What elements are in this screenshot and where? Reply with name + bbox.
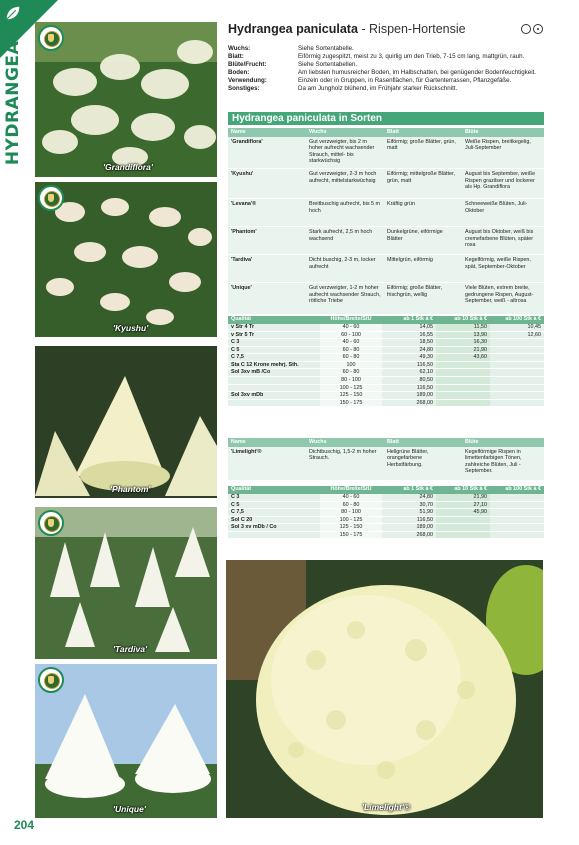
variety-name: 'Grandiflora' — [228, 137, 306, 169]
table-row — [228, 324, 544, 332]
variety-leaf: Eiförmig; große Blätter, grün, matt — [384, 137, 462, 169]
table-row — [228, 354, 544, 362]
variety-name: 'Tardiva' — [228, 254, 306, 282]
table-row — [228, 282, 544, 314]
photo-phantom — [35, 346, 217, 498]
variety-table-header — [228, 438, 544, 447]
info-value: Da am Jungholz blühend, im Frühjahr starker Rückschnitt. — [298, 85, 458, 92]
variety-bloom: Viele Blüten, extrem breite, gedrungene Rispen, August-September, weiß - altrosa — [462, 282, 544, 314]
info-value: Siehe Sortentabellen. — [298, 61, 358, 68]
variety-bloom: Kegelförmige Rispen in limettenfarbigen Tönen, zahlreiche Blüten, Juli - September. — [462, 447, 544, 481]
column-header: Höhe/Breite/StU — [320, 486, 382, 494]
price-100 — [490, 509, 544, 517]
price-100: 12,60 — [490, 331, 544, 339]
price-10 — [436, 377, 490, 385]
price-1: 62,10 — [382, 369, 436, 377]
size: 60 - 80 — [320, 346, 382, 354]
limelight-price-table — [228, 486, 544, 539]
quality-seal-icon — [38, 185, 64, 211]
quality: C 3 — [228, 494, 320, 502]
info-row — [228, 77, 546, 85]
quality — [228, 384, 320, 392]
price-table — [228, 316, 544, 407]
price-1: 268,00 — [382, 399, 436, 407]
table-row — [228, 361, 544, 369]
size: 100 - 125 — [320, 516, 382, 524]
quality-seal-icon — [38, 510, 64, 536]
price-10: 16,30 — [436, 339, 490, 347]
variety-table-header — [228, 128, 544, 137]
column-header: ab 10 Stk à € — [436, 486, 490, 494]
price-1: 30,70 — [382, 501, 436, 509]
quality — [228, 399, 320, 407]
price-100 — [490, 384, 544, 392]
caption-tardiva: 'Tardiva' — [113, 644, 147, 654]
price-1: 24,80 — [382, 494, 436, 502]
common-name: - Rispen-Hortensie — [357, 22, 466, 36]
caption-unique: 'Unique' — [113, 804, 146, 814]
table-row — [228, 331, 544, 339]
info-row — [228, 61, 546, 69]
variety-growth: Gut verzweigter, bis 2 m hoher aufrecht wachsender Strauch, mittel- bis starkwüchsig — [306, 137, 384, 169]
table-row — [228, 137, 544, 169]
photo-limelight — [226, 560, 543, 818]
sun-icon — [533, 24, 543, 34]
price-1: 18,50 — [382, 339, 436, 347]
price-10 — [436, 384, 490, 392]
price-100 — [490, 339, 544, 347]
quality: C 5 — [228, 346, 320, 354]
photo-unique — [35, 664, 217, 818]
table-row — [228, 509, 544, 517]
size: 150 - 175 — [320, 399, 382, 407]
price-10 — [436, 392, 490, 400]
table-row — [228, 531, 544, 539]
info-label: Verwendung: — [228, 77, 267, 84]
variety-bloom: Schneeweiße Blüten, Juli-Oktober — [462, 198, 544, 226]
price-10: 43,60 — [436, 354, 490, 362]
table-row — [228, 516, 544, 524]
quality: Sol 3xv mB /Co — [228, 369, 320, 377]
column-header: Qualität — [228, 486, 320, 494]
variety-growth: Breitbuschig aufrecht, bis 5 m hoch — [306, 198, 384, 226]
price-10 — [436, 361, 490, 369]
size: 60 - 80 — [320, 501, 382, 509]
price-1: 189,00 — [382, 392, 436, 400]
quality-seal-icon — [38, 667, 64, 693]
size: 125 - 150 — [320, 392, 382, 400]
table-row — [228, 399, 544, 407]
price-100 — [490, 501, 544, 509]
column-header: ab 100 Stk à € — [490, 316, 544, 324]
table-row — [228, 494, 544, 502]
size: 80 - 100 — [320, 509, 382, 517]
variety-growth: Gut verzweigter, 2-3 m hoch aufrecht, mittelstarkwüchsig — [306, 168, 384, 198]
price-10: 21,90 — [436, 494, 490, 502]
price-10: 45,90 — [436, 509, 490, 517]
photo-tardiva — [35, 507, 217, 659]
column-header: Qualität — [228, 316, 320, 324]
quality: v Str 5 Tr — [228, 331, 320, 339]
column-header: Höhe/Breite/StU — [320, 316, 382, 324]
info-label: Wuchs: — [228, 45, 251, 52]
price-1: 189,00 — [382, 524, 436, 532]
table-row — [228, 346, 544, 354]
size: 60 - 80 — [320, 354, 382, 362]
variety-name: 'Unique' — [228, 282, 306, 314]
variety-leaf: Dunkelgrüne, eiförmige Blätter — [384, 226, 462, 254]
size: 100 — [320, 361, 382, 369]
size: 60 - 80 — [320, 369, 382, 377]
photo-kyushu — [35, 182, 217, 337]
price-100 — [490, 369, 544, 377]
info-label: Boden: — [228, 69, 250, 76]
info-row — [228, 45, 546, 53]
quality: v Str 4 Tr — [228, 324, 320, 332]
price-100 — [490, 377, 544, 385]
size: 40 - 60 — [320, 324, 382, 332]
quality: Sol 3 xv mDb / Co — [228, 524, 320, 532]
info-value: Eiförmig zugespitzt, meist zu 3, quirlig um den Trieb, 7-15 cm lang, mattgrün, rauh. — [298, 53, 525, 60]
quality — [228, 377, 320, 385]
info-value: Am liebsten humusreicher Boden, im Halbschatten, bei genügender Bodenfeuchtigkeit. — [298, 69, 537, 76]
info-label: Blüte/Frucht: — [228, 61, 267, 68]
info-label: Blatt: — [228, 53, 244, 60]
column-header: Wuchs — [306, 438, 384, 447]
column-header: Blatt — [384, 128, 462, 137]
page-title — [228, 22, 466, 36]
caption-kyushu: 'Kyushu' — [113, 323, 149, 333]
location-symbols — [521, 24, 543, 34]
quality: C 3 — [228, 339, 320, 347]
section-heading: Hydrangea paniculata in Sorten — [228, 112, 544, 125]
variety-leaf: Mittelgrün, eiförmig — [384, 254, 462, 282]
info-label: Sonstiges: — [228, 85, 260, 92]
table-row — [228, 392, 544, 400]
price-table-header — [228, 486, 544, 494]
size: 125 - 150 — [320, 524, 382, 532]
price-10 — [436, 516, 490, 524]
price-100 — [490, 531, 544, 539]
price-100 — [490, 516, 544, 524]
table-row — [228, 168, 544, 198]
size: 40 - 60 — [320, 339, 382, 347]
table-row — [228, 377, 544, 385]
price-100 — [490, 392, 544, 400]
price-table-header — [228, 316, 544, 324]
variety-growth: Gut verzweigter, 1-2 m hoher aufrecht wachsender Strauch, rötliche Triebe — [306, 282, 384, 314]
price-10: 27,10 — [436, 501, 490, 509]
leaf-icon — [4, 4, 22, 22]
price-10 — [436, 399, 490, 407]
quality — [228, 531, 320, 539]
price-1: 116,50 — [382, 361, 436, 369]
column-header: Blüte — [462, 128, 544, 137]
table-row — [228, 198, 544, 226]
variety-leaf: Eiförmig; große Blätter, frischgrün, wellig — [384, 282, 462, 314]
table-row — [228, 384, 544, 392]
variety-name: 'Limelight'® — [228, 447, 306, 481]
price-100 — [490, 399, 544, 407]
size: 100 - 125 — [320, 384, 382, 392]
variety-name: 'Levana'® — [228, 198, 306, 226]
size: 60 - 100 — [320, 331, 382, 339]
quality: Sol C 20 — [228, 516, 320, 524]
price-1: 268,00 — [382, 531, 436, 539]
caption-limelight: 'Limelight'® — [362, 802, 411, 812]
limelight-table — [228, 438, 544, 481]
caption-grandiflora: 'Grandiflora' — [103, 162, 153, 172]
half-shade-icon — [521, 24, 531, 34]
size: 80 - 100 — [320, 377, 382, 385]
quality: C 7,5 — [228, 354, 320, 362]
table-row — [228, 501, 544, 509]
price-1: 116,50 — [382, 384, 436, 392]
plant-info — [228, 45, 546, 93]
variety-growth: Dichtbuschig, 1,5-2 m hoher Strauch. — [306, 447, 384, 481]
variety-bloom: Weiße Rispen, breitkegelig, Juli-September — [462, 137, 544, 169]
info-value: Siehe Sortentabelle. — [298, 45, 354, 52]
variety-table — [228, 128, 544, 315]
price-1: 80,50 — [382, 377, 436, 385]
price-1: 14,05 — [382, 324, 436, 332]
variety-name: 'Phantom' — [228, 226, 306, 254]
price-10 — [436, 531, 490, 539]
price-100 — [490, 494, 544, 502]
variety-bloom: Kegelförmig, weiße Rispen, spät, September-Oktober — [462, 254, 544, 282]
table-row — [228, 254, 544, 282]
info-row — [228, 53, 546, 61]
table-row — [228, 369, 544, 377]
column-header: Name — [228, 438, 306, 447]
price-100 — [490, 361, 544, 369]
variety-bloom: August bis Oktober, weiß bis cremefarbene Blüten, später rosa — [462, 226, 544, 254]
quality-seal-icon — [38, 25, 64, 51]
quality: C 7,5 — [228, 509, 320, 517]
quality: Sta C 12 Krone mehrj. Sth. — [228, 361, 320, 369]
variety-name: 'Kyushu' — [228, 168, 306, 198]
price-100 — [490, 524, 544, 532]
quality: Sol 3xv mDb — [228, 392, 320, 400]
table-row — [228, 447, 544, 481]
table-row — [228, 226, 544, 254]
info-row — [228, 69, 546, 77]
caption-phantom: 'Phantom' — [110, 484, 151, 494]
price-10: 11,50 — [436, 324, 490, 332]
column-header: Blüte — [462, 438, 544, 447]
price-1: 49,30 — [382, 354, 436, 362]
price-1: 51,90 — [382, 509, 436, 517]
variety-bloom: August bis September, weiße Rispen grazilser und lockerer als Hp. Grandiflora — [462, 168, 544, 198]
table-row — [228, 524, 544, 532]
size: 150 - 175 — [320, 531, 382, 539]
price-100 — [490, 354, 544, 362]
column-header: ab 1 Stk à € — [382, 316, 436, 324]
quality: C 5 — [228, 501, 320, 509]
size: 40 - 60 — [320, 494, 382, 502]
price-1: 16,55 — [382, 331, 436, 339]
botanical-name: Hydrangea paniculata — [228, 22, 358, 36]
variety-leaf: Kräftig grün — [384, 198, 462, 226]
side-title: HYDRANGEA — [3, 40, 23, 166]
column-header: Blatt — [384, 438, 462, 447]
price-10: 13,90 — [436, 331, 490, 339]
photo-grandiflora — [35, 22, 217, 177]
variety-leaf: Hellgrüne Blätter, orangefarbene Herbstfärbung. — [384, 447, 462, 481]
price-100: 10,45 — [490, 324, 544, 332]
variety-growth: Stark aufrecht, 2,5 m hoch wachsend — [306, 226, 384, 254]
column-header: Name — [228, 128, 306, 137]
info-value: Einzeln oder in Gruppen, in Rasenflächen, für Gartenterrassen, Pflanzgefäße. — [298, 77, 512, 84]
info-row — [228, 85, 546, 93]
column-header: Wuchs — [306, 128, 384, 137]
column-header: ab 1 Stk à € — [382, 486, 436, 494]
page-number: 204 — [14, 818, 35, 832]
table-row — [228, 339, 544, 347]
price-1: 24,80 — [382, 346, 436, 354]
variety-growth: Dicht buschig, 2-3 m, locker aufrecht — [306, 254, 384, 282]
column-header: ab 100 Stk à € — [490, 486, 544, 494]
column-header: ab 10 Stk à € — [436, 316, 490, 324]
price-10: 21,90 — [436, 346, 490, 354]
price-10 — [436, 369, 490, 377]
price-1: 116,50 — [382, 516, 436, 524]
price-100 — [490, 346, 544, 354]
price-10 — [436, 524, 490, 532]
variety-leaf: Eiförmig; mittelgroße Blätter, grün, matt — [384, 168, 462, 198]
